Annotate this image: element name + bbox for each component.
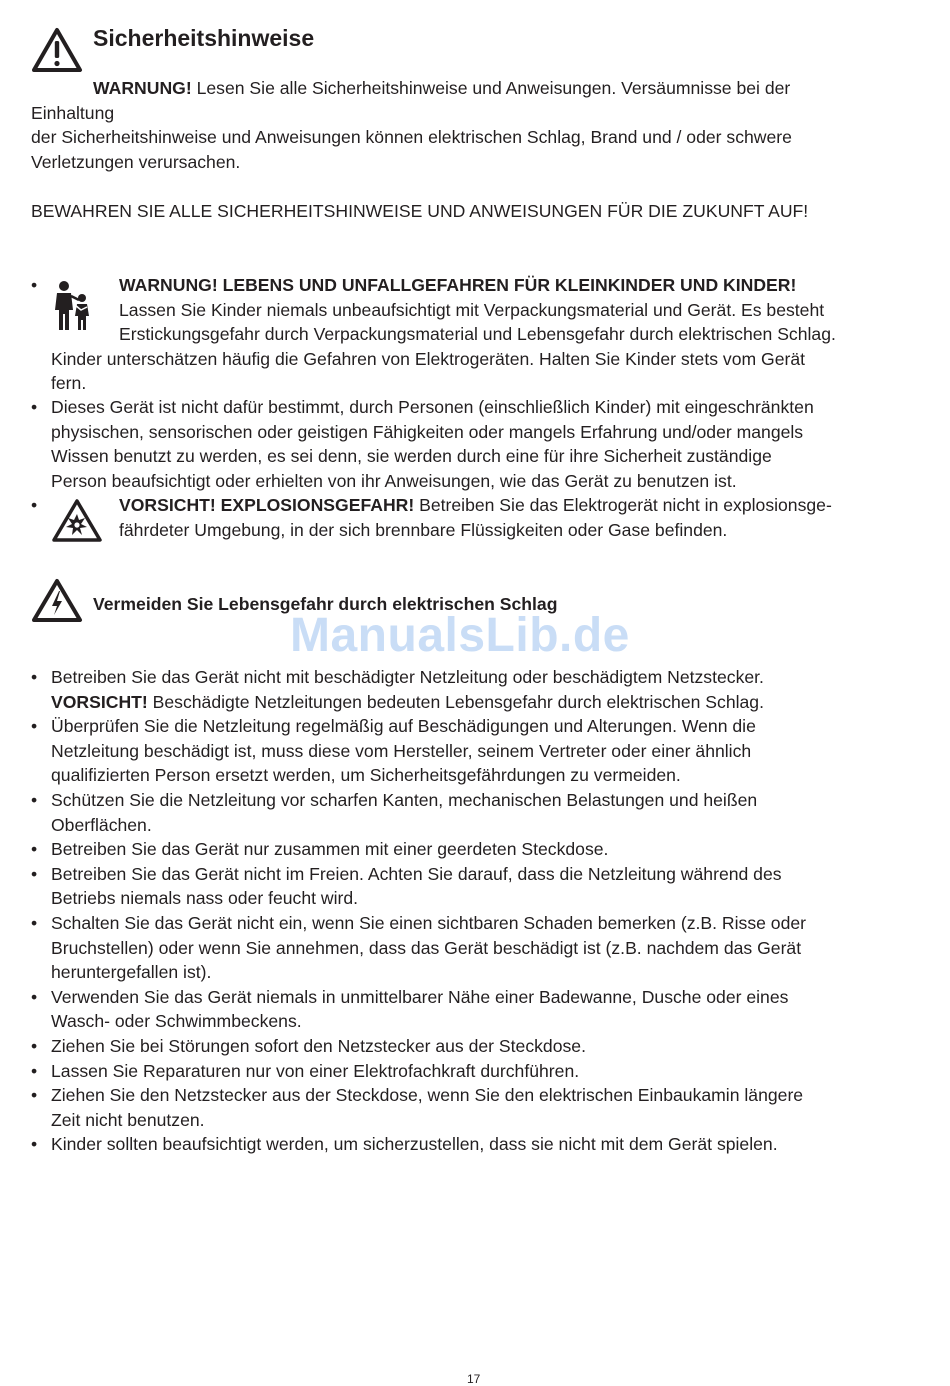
list-item	[31, 1059, 931, 1084]
bullet-marker: •	[31, 495, 38, 515]
intro-line: der Sicherheitshinweise und Anweisungen können elektrischen Schlag, Brand und / oder schwere	[31, 127, 792, 148]
list-item	[31, 985, 931, 1034]
list-item	[31, 1132, 931, 1157]
bullet-marker: •	[31, 1134, 38, 1155]
intro-paragraph	[31, 76, 911, 174]
watermark: ManualsLib.de	[290, 609, 630, 662]
warning-triangle-icon	[31, 27, 83, 73]
list-item	[31, 788, 931, 837]
caution-text: Beschädigte Netzleitungen bedeuten Lebensgefahr durch elektrischen Schlag.	[147, 691, 764, 712]
list-item-line: Netzleitung beschädigt ist, muss diese vom Hersteller, seinem Vertreter oder einer ähnlich	[51, 740, 752, 761]
list-item-line: qualifizierten Person ersetzt werden, um Sicherheitsgefährdungen zu vermeiden.	[51, 765, 681, 786]
list-item	[31, 911, 931, 985]
page-number: 17	[467, 1372, 481, 1386]
electric-shock-section-title: Vermeiden Sie Lebensgefahr durch elektrischen Schlag	[93, 594, 558, 614]
list-item-line	[51, 690, 931, 715]
keep-instructions-notice: BEWAHREN SIE ALLE SICHERHEITSHINWEISE UND ANWEISUNGEN FÜR DIE ZUKUNFT AUF!	[31, 201, 809, 221]
explosion-warning-item	[31, 493, 921, 542]
electric-safety-list	[31, 665, 931, 1157]
list-item-line: Betreiben Sie das Gerät nicht mit beschädigter Netzleitung oder beschädigtem Netzstecker.	[51, 667, 764, 687]
list-item-line: Wasch- oder Schwimmbeckens.	[51, 1011, 302, 1032]
intro-line: Einhaltung	[31, 102, 115, 123]
children-warning-line: Erstickungsgefahr durch Verpackungsmaterial und Lebensgefahr durch elektrischen Schlag.	[119, 324, 836, 345]
bullet-marker: •	[31, 912, 38, 933]
explosion-warning-line: Betreiben Sie das Elektrogerät nicht in explosionsge-	[414, 495, 832, 515]
bullet-marker: •	[31, 1035, 38, 1056]
intro-line: Lesen Sie alle Sicherheitshinweise und Anweisungen. Versäumnisse bei der	[191, 78, 791, 98]
list-item	[31, 862, 931, 911]
bullet-marker: •	[31, 397, 38, 417]
list-item	[31, 665, 931, 714]
children-warning-heading: WARNUNG! LEBENS UND UNFALLGEFAHREN FÜR KLEINKINDER UND KINDER!	[119, 275, 797, 295]
children-warning-line: Lassen Sie Kinder niemals unbeaufsichtigt mit Verpackungsmaterial und Gerät. Es besteht	[119, 299, 825, 320]
bullet-marker: •	[31, 986, 38, 1007]
child-hazard-pictogram-icon	[51, 278, 95, 332]
bullet-marker: •	[31, 275, 38, 295]
bullet-marker: •	[31, 789, 38, 810]
list-item-line: Überprüfen Sie die Netzleitung regelmäßig auf Beschädigungen und Alterungen. Wenn die	[51, 716, 756, 737]
persons-notice-item	[31, 395, 921, 493]
persons-notice-line: physischen, sensorischen oder geistigen Fähigkeiten oder mangels Erfahrung und/oder mangels	[51, 421, 804, 442]
list-item-line: Schalten Sie das Gerät nicht ein, wenn Sie einen sichtbaren Schaden bemerken (z.B. Risse oder	[51, 912, 807, 933]
list-item	[31, 714, 931, 788]
children-warning-line: fern.	[51, 373, 87, 394]
bullet-marker: •	[31, 839, 38, 860]
persons-notice-line: Dieses Gerät ist nicht dafür bestimmt, durch Personen (einschließlich Kinder) mit eingeschränkten	[51, 397, 814, 417]
caution-label: VORSICHT!	[51, 691, 148, 712]
list-item	[31, 1034, 931, 1059]
list-item-line: Bruchstellen) oder wenn Sie annehmen, dass das Gerät beschädigt ist (z.B. nachdem das Gerät	[51, 937, 802, 958]
list-item-line: Schützen Sie die Netzleitung vor scharfen Kanten, mechanischen Belastungen und heißen	[51, 789, 758, 810]
electric-shock-warning-icon	[31, 578, 83, 623]
bullet-marker: •	[31, 1085, 38, 1106]
list-item	[31, 837, 931, 862]
list-item-line: Kinder sollten beaufsichtigt werden, um sicherzustellen, dass sie nicht mit dem Gerät spielen.	[51, 1134, 778, 1155]
list-item-line: Betreiben Sie das Gerät nicht im Freien. Achten Sie darauf, dass die Netzleitung während des	[51, 863, 782, 884]
explosion-warning-line: fährdeter Umgebung, in der sich brennbare Flüssigkeiten oder Gase befinden.	[119, 519, 728, 540]
list-item-line: heruntergefallen ist).	[51, 962, 212, 983]
bullet-marker: •	[31, 863, 38, 884]
children-warning-item	[31, 273, 921, 396]
section-title: Sicherheitshinweise	[93, 25, 315, 51]
persons-notice-line: Person beaufsichtigt oder erhielten von ihr Anweisungen, wie das Gerät zu benutzen ist.	[51, 470, 737, 491]
list-item-line: Oberflächen.	[51, 814, 152, 835]
list-item-line: Ziehen Sie bei Störungen sofort den Netzstecker aus der Steckdose.	[51, 1035, 586, 1056]
list-item-line: Lassen Sie Reparaturen nur von einer Elektrofachkraft durchführen.	[51, 1060, 580, 1081]
bullet-marker: •	[31, 667, 38, 687]
warning-label: WARNUNG!	[93, 78, 192, 98]
list-item	[31, 1083, 931, 1132]
explosion-warning-label: VORSICHT! EXPLOSIONSGEFAHR!	[119, 495, 415, 515]
list-item-line: Zeit nicht benutzen.	[51, 1109, 205, 1130]
persons-notice-line: Wissen benutzt zu werden, es sei denn, sie werden durch eine für ihre Sicherheit zuständige	[51, 446, 772, 467]
list-item-line: Betriebs niemals nass oder feucht wird.	[51, 888, 359, 909]
list-item-line: Ziehen Sie den Netzstecker aus der Steckdose, wenn Sie den elektrischen Einbaukamin längere	[51, 1085, 804, 1106]
explosion-hazard-icon	[51, 498, 103, 543]
list-item-line: Verwenden Sie das Gerät niemals in unmittelbarer Nähe einer Badewanne, Dusche oder eines	[51, 986, 789, 1007]
intro-line: Verletzungen verursachen.	[31, 151, 241, 172]
bullet-marker: •	[31, 1060, 38, 1081]
list-item-line: Betreiben Sie das Gerät nur zusammen mit einer geerdeten Steckdose.	[51, 839, 609, 860]
children-warning-line: Kinder unterschätzen häufig die Gefahren von Elektrogeräten. Halten Sie Kinder stets vom Gerät	[51, 348, 806, 369]
bullet-marker: •	[31, 716, 38, 737]
